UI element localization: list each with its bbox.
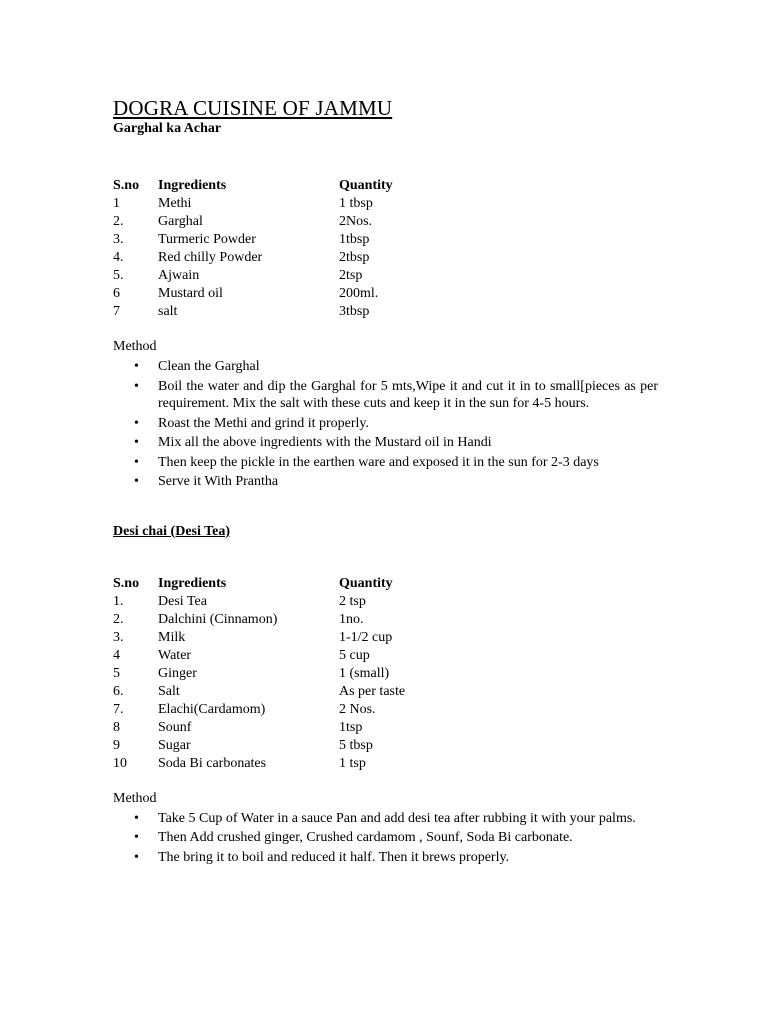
cell-sno: 6. — [113, 683, 124, 699]
cell-sno: 10 — [113, 755, 127, 771]
cell-ingredient: Soda Bi carbonates — [158, 755, 267, 771]
recipe1-method-list — [113, 358, 658, 491]
cell-sno: 6 — [113, 286, 120, 301]
document-page — [113, 96, 658, 868]
cell-ingredient: Sounf — [158, 719, 192, 735]
cell-quantity: 1tsp — [339, 719, 363, 735]
list-item — [113, 849, 658, 867]
bullet-icon: • — [134, 474, 139, 489]
cell-ingredient: Milk — [158, 629, 186, 645]
step-text: Roast the Methi and grind it properly. — [158, 415, 369, 431]
bullet-icon: • — [134, 359, 139, 374]
cell-sno: 2. — [113, 214, 124, 229]
table-row — [113, 285, 539, 303]
bullet-icon: • — [134, 849, 139, 865]
list-item — [113, 378, 658, 413]
cell-ingredient: Dalchini (Cinnamon) — [158, 611, 278, 627]
header-sno: S.no — [113, 178, 140, 193]
list-item — [113, 473, 658, 491]
table-row — [113, 665, 539, 683]
step-text: Mix all the above ingredients with the Mustard oil in Handi — [158, 435, 492, 450]
list-item — [113, 415, 658, 433]
table-header-row — [113, 575, 539, 593]
cell-sno: 3. — [113, 629, 124, 645]
step-text: The bring it to boil and reduced it half. Then it brews properly. — [158, 849, 510, 865]
cell-quantity: 1 tsp — [339, 755, 366, 771]
cell-ingredient: Elachi(Cardamom) — [158, 701, 266, 717]
list-item — [113, 829, 658, 847]
table-row — [113, 737, 539, 755]
cell-quantity: 2tbsp — [339, 250, 370, 265]
table-row — [113, 303, 539, 321]
bullet-icon: • — [134, 810, 139, 826]
cell-sno: 4 — [113, 647, 120, 663]
cell-ingredient: Garghal — [158, 214, 203, 229]
cell-ingredient: Desi Tea — [158, 593, 207, 609]
step-text: Take 5 Cup of Water in a sauce Pan and add desi tea after rubbing it with your palms. — [158, 810, 636, 826]
cell-quantity: 2tsp — [339, 268, 363, 283]
cell-ingredient: Water — [158, 647, 192, 663]
table-row — [113, 267, 539, 285]
bullet-icon: • — [134, 454, 139, 470]
header-sno: S.no — [113, 575, 140, 591]
cell-ingredient: Turmeric Powder — [158, 232, 256, 247]
cell-ingredient: Red chilly Powder — [158, 250, 263, 265]
table-row — [113, 593, 539, 611]
cell-sno: 5 — [113, 665, 120, 681]
cell-ingredient: Ajwain — [158, 268, 200, 283]
header-ingredients: Ingredients — [158, 575, 227, 591]
step-text: Then keep the pickle in the earthen ware and exposed it in the sun for 2-3 days — [158, 454, 599, 470]
table-row — [113, 701, 539, 719]
cell-quantity: 1-1/2 cup — [339, 629, 393, 645]
step-text: Clean the Garghal — [158, 359, 260, 374]
bullet-icon: • — [134, 378, 139, 394]
cell-sno: 3. — [113, 232, 124, 247]
cell-quantity: 1no. — [339, 611, 364, 627]
cell-ingredient: Mustard oil — [158, 286, 223, 301]
recipe1-ingredients-table — [113, 177, 539, 321]
cell-sno: 1. — [113, 593, 124, 609]
list-item — [113, 810, 658, 828]
header-quantity: Quantity — [339, 575, 393, 591]
cell-sno: 1 — [113, 196, 120, 211]
cell-quantity: 2 tsp — [339, 593, 366, 609]
recipe1-method-label: Method — [113, 339, 157, 354]
bullet-icon: • — [134, 830, 139, 845]
cell-quantity: 3tbsp — [339, 304, 370, 319]
recipe2-ingredients-table — [113, 575, 539, 773]
recipe1-rows — [113, 195, 539, 321]
cell-quantity: 5 tbsp — [339, 737, 373, 753]
recipe2-method-list — [113, 810, 658, 867]
cell-ingredient: Methi — [158, 196, 192, 211]
table-row — [113, 195, 539, 213]
cell-ingredient: Salt — [158, 683, 180, 699]
table-row — [113, 249, 539, 267]
cell-sno: 4. — [113, 250, 124, 265]
bullet-icon: • — [134, 435, 139, 450]
cell-sno: 8 — [113, 719, 120, 735]
cell-ingredient: Ginger — [158, 665, 197, 681]
recipe2-rows — [113, 593, 539, 773]
recipe1-title: Garghal ka Achar — [113, 121, 222, 136]
table-row — [113, 647, 539, 665]
table-row — [113, 231, 539, 249]
cell-ingredient: Sugar — [158, 737, 191, 753]
cell-quantity: As per taste — [339, 683, 406, 699]
list-item — [113, 358, 658, 376]
table-header-row — [113, 177, 539, 195]
bullet-icon: • — [134, 415, 139, 431]
cell-quantity: 200ml. — [339, 286, 379, 301]
cell-sno: 5. — [113, 268, 124, 283]
table-row — [113, 683, 539, 701]
cell-quantity: 5 cup — [339, 647, 370, 663]
header-ingredients: Ingredients — [158, 178, 227, 193]
step-text: Boil the water and dip the Garghal for 5 mts,Wipe it and cut it in to small[pieces as per requirement. Mix the salt with these cuts and keep it in the sun for 4-5 hours. — [158, 378, 658, 411]
cell-sno: 9 — [113, 737, 120, 753]
table-row — [113, 213, 539, 231]
list-item — [113, 434, 658, 452]
recipe2-title: Desi chai (Desi Tea) — [113, 523, 231, 539]
table-row — [113, 719, 539, 737]
cell-quantity: 1 tbsp — [339, 196, 373, 211]
cell-quantity: 2Nos. — [339, 214, 373, 229]
cell-sno: 7 — [113, 304, 120, 319]
cell-sno: 2. — [113, 611, 124, 627]
header-quantity: Quantity — [339, 178, 393, 193]
cell-ingredient: salt — [158, 304, 178, 319]
cell-sno: 7. — [113, 701, 124, 717]
cell-quantity: 1 (small) — [339, 665, 390, 681]
step-text: Serve it With Prantha — [158, 474, 279, 489]
list-item — [113, 454, 658, 472]
cell-quantity: 2 Nos. — [339, 701, 376, 717]
cell-quantity: 1tbsp — [339, 232, 370, 247]
table-row — [113, 629, 539, 647]
recipe2-method-label: Method — [113, 790, 157, 806]
table-row — [113, 611, 539, 629]
step-text: Then Add crushed ginger, Crushed cardamom , Sounf, Soda Bi carbonate. — [158, 830, 573, 845]
document-title: DOGRA CUISINE OF JAMMU — [113, 96, 393, 120]
table-row — [113, 755, 539, 773]
